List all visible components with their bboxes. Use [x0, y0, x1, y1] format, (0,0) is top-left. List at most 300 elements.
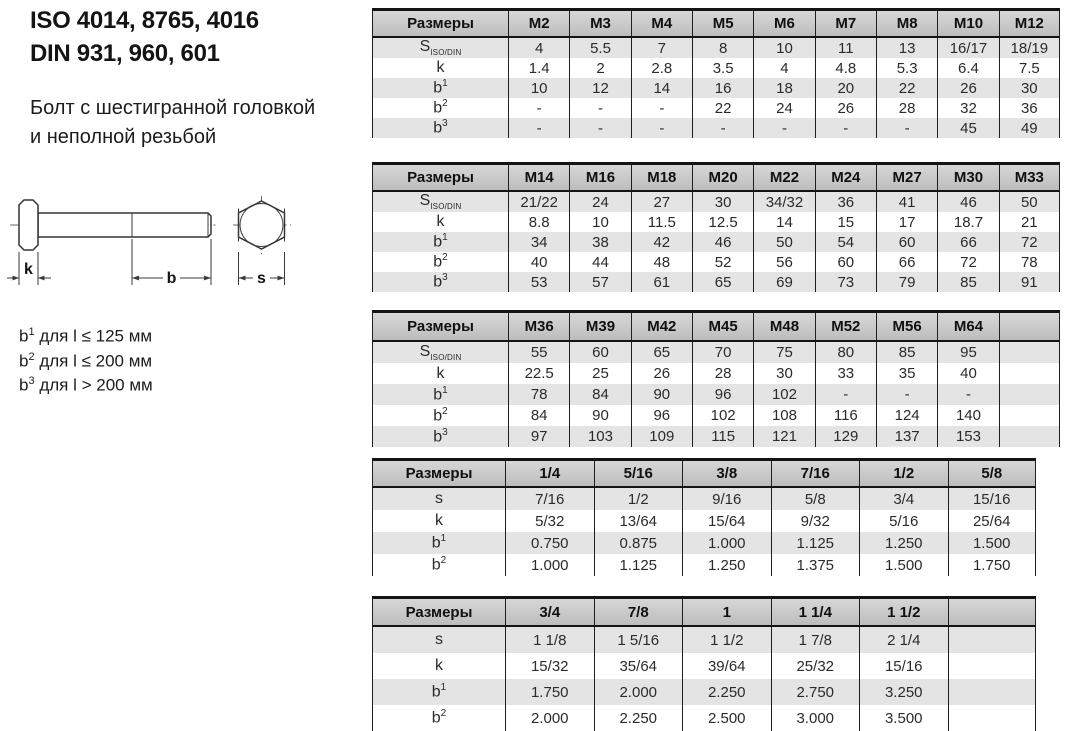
cell: 7.5 — [999, 58, 1060, 78]
cell: - — [631, 98, 692, 118]
thread-length-notes — [19, 322, 153, 396]
cell: 60 — [815, 252, 876, 272]
cell: 8.8 — [508, 212, 569, 232]
cell: 1 5/16 — [594, 627, 683, 653]
cell: 36 — [815, 192, 876, 212]
cell — [948, 679, 1037, 705]
cell: 25/32 — [771, 653, 860, 679]
table-metric-m14-m33 — [372, 162, 1060, 292]
column-header: M2 — [508, 11, 569, 38]
cell: 5/8 — [771, 488, 860, 510]
header-row — [372, 11, 1060, 38]
cell: 7 — [631, 38, 692, 58]
cell: 103 — [569, 426, 630, 447]
cell: 61 — [631, 272, 692, 292]
cell: 1.250 — [859, 532, 948, 554]
cell: 85 — [876, 342, 937, 363]
cell: 17 — [876, 212, 937, 232]
column-header: 7/16 — [771, 461, 860, 488]
cell: 78 — [999, 252, 1060, 272]
left-panel — [0, 0, 372, 720]
bolt-technical-drawing — [4, 195, 356, 300]
cell: 30 — [692, 192, 753, 212]
cell: 5.3 — [876, 58, 937, 78]
cell: 69 — [753, 272, 814, 292]
row-label: $b^1$ — [372, 78, 508, 98]
cell: 2.750 — [771, 679, 860, 705]
row-label: k — [372, 212, 508, 232]
cell: 49 — [999, 118, 1060, 138]
cell: - — [508, 118, 569, 138]
table-corner-header: Размеры — [372, 165, 508, 192]
cell: 46 — [937, 192, 998, 212]
table-row — [372, 78, 1060, 98]
cell: 45 — [937, 118, 998, 138]
cell: 50 — [753, 232, 814, 252]
column-header: M6 — [753, 11, 814, 38]
cell: 48 — [631, 252, 692, 272]
column-header: M39 — [569, 313, 630, 342]
cell: 16 — [692, 78, 753, 98]
cell: 1.750 — [948, 554, 1037, 576]
cell: 50 — [999, 192, 1060, 212]
row-label: k — [372, 510, 505, 532]
cell: 65 — [631, 342, 692, 363]
cell: 1 7/8 — [771, 627, 860, 653]
column-header: M16 — [569, 165, 630, 192]
cell: 1.000 — [682, 532, 771, 554]
cell: 10 — [508, 78, 569, 98]
cell: 12 — [569, 78, 630, 98]
cell: 91 — [999, 272, 1060, 292]
cell: 102 — [692, 405, 753, 426]
standards-title — [30, 4, 259, 70]
cell — [999, 405, 1060, 426]
table-corner-header: Размеры — [372, 11, 508, 38]
cell: - — [876, 118, 937, 138]
row-label: $b^2$ — [372, 554, 505, 576]
cell: 44 — [569, 252, 630, 272]
cell: 1.750 — [505, 679, 594, 705]
cell: 16/17 — [937, 38, 998, 58]
cell — [948, 653, 1037, 679]
cell: 11 — [815, 38, 876, 58]
cell: 15/16 — [948, 488, 1037, 510]
cell — [948, 627, 1037, 653]
cell: 1.125 — [771, 532, 860, 554]
cell: 84 — [569, 384, 630, 405]
cell: 57 — [569, 272, 630, 292]
cell: 60 — [569, 342, 630, 363]
table-metric-m2-m12 — [372, 8, 1060, 138]
cell: 18 — [753, 78, 814, 98]
product-description-line2: и неполной резьбой — [30, 126, 217, 148]
column-header: M64 — [937, 313, 998, 342]
table-corner-header: Размеры — [372, 599, 505, 627]
cell: 8 — [692, 38, 753, 58]
cell: 15/16 — [859, 653, 948, 679]
cell: 2.250 — [594, 705, 683, 731]
cell: 108 — [753, 405, 814, 426]
row-label: k — [372, 58, 508, 78]
table-row — [372, 627, 1036, 653]
column-header: M30 — [937, 165, 998, 192]
dimension-label-k: k — [24, 261, 33, 278]
standard-title-din: DIN 931, 960, 601 — [30, 40, 220, 67]
cell: 70 — [692, 342, 753, 363]
cell: 2 — [569, 58, 630, 78]
cell: 5.5 — [569, 38, 630, 58]
cell: 15 — [815, 212, 876, 232]
table-row — [372, 98, 1060, 118]
cell: - — [692, 118, 753, 138]
table-row — [372, 532, 1036, 554]
row-label: $b^3$ — [372, 426, 508, 447]
cell — [948, 705, 1037, 731]
column-header: 3/4 — [505, 599, 594, 627]
row-label: $b^3$ — [372, 118, 508, 138]
table-row — [372, 212, 1060, 232]
tables-column — [372, 8, 1067, 731]
table-row — [372, 192, 1060, 212]
cell: 53 — [508, 272, 569, 292]
cell: - — [937, 384, 998, 405]
cell: 27 — [631, 192, 692, 212]
cell: 39/64 — [682, 653, 771, 679]
cell: - — [508, 98, 569, 118]
cell: 12.5 — [692, 212, 753, 232]
column-header: M12 — [999, 11, 1060, 38]
cell: - — [569, 118, 630, 138]
cell: 9/32 — [771, 510, 860, 532]
column-header: M4 — [631, 11, 692, 38]
cell: 46 — [692, 232, 753, 252]
cell: 13 — [876, 38, 937, 58]
cell: 124 — [876, 405, 937, 426]
column-header: M36 — [508, 313, 569, 342]
cell: 129 — [815, 426, 876, 447]
cell: - — [631, 118, 692, 138]
standard-title-iso: ISO 4014, 8765, 4016 — [30, 7, 259, 34]
table-row — [372, 679, 1036, 705]
cell: 79 — [876, 272, 937, 292]
cell: 35 — [876, 363, 937, 384]
table-inch-quarter-to-fiveeighths — [372, 458, 1036, 576]
table-row — [372, 38, 1060, 58]
cell: 72 — [999, 232, 1060, 252]
row-label: $b^2$ — [372, 405, 508, 426]
cell: 97 — [508, 426, 569, 447]
row-label: $b^3$ — [372, 272, 508, 292]
dimension-k — [7, 252, 51, 285]
row-label: s — [372, 627, 505, 653]
cell: 22 — [876, 78, 937, 98]
header-row — [372, 461, 1036, 488]
column-header: M14 — [508, 165, 569, 192]
column-header: M33 — [999, 165, 1060, 192]
cell: 2.500 — [682, 705, 771, 731]
cell: 4 — [508, 38, 569, 58]
row-label: k — [372, 653, 505, 679]
cell: - — [815, 118, 876, 138]
cell: 73 — [815, 272, 876, 292]
cell: 1.500 — [948, 532, 1037, 554]
cell: 102 — [753, 384, 814, 405]
column-header: M20 — [692, 165, 753, 192]
row-label: $S_{ISO/DIN}$ — [372, 192, 508, 212]
table-row — [372, 705, 1036, 731]
cell: 3.250 — [859, 679, 948, 705]
cell: 13/64 — [594, 510, 683, 532]
cell: 55 — [508, 342, 569, 363]
cell — [999, 363, 1060, 384]
table-inch-threequarters-to-oneandhalf — [372, 596, 1036, 731]
cell: 1.500 — [859, 554, 948, 576]
product-description-line1: Болт с шестигранной головкой — [30, 97, 316, 119]
column-header: 5/16 — [594, 461, 683, 488]
row-label: $b^2$ — [372, 252, 508, 272]
header-row — [372, 313, 1060, 342]
cell: 26 — [631, 363, 692, 384]
bolt-side-view — [10, 200, 219, 250]
column-header: 1 — [682, 599, 771, 627]
dimension-label-s: s — [257, 270, 266, 287]
note-item: $b^2$ для l ≤ 200 мм — [19, 350, 153, 371]
table-corner-header: Размеры — [372, 461, 505, 488]
row-label: $b^1$ — [372, 532, 505, 554]
row-label: $b^1$ — [372, 232, 508, 252]
cell: 15/32 — [505, 653, 594, 679]
cell: 25 — [569, 363, 630, 384]
cell: 66 — [876, 252, 937, 272]
cell: 1.250 — [682, 554, 771, 576]
cell: 33 — [815, 363, 876, 384]
header-row — [372, 165, 1060, 192]
cell: 1.125 — [594, 554, 683, 576]
cell: 3/4 — [859, 488, 948, 510]
column-header — [999, 313, 1060, 342]
cell: 90 — [569, 405, 630, 426]
cell: 34/32 — [753, 192, 814, 212]
table-row — [372, 554, 1036, 576]
cell: 7/16 — [505, 488, 594, 510]
table-row — [372, 510, 1036, 532]
column-header: M7 — [815, 11, 876, 38]
column-header: M42 — [631, 313, 692, 342]
cell: 75 — [753, 342, 814, 363]
cell: 1 1/2 — [682, 627, 771, 653]
cell: 28 — [876, 98, 937, 118]
cell: 15/64 — [682, 510, 771, 532]
cell: 1 1/8 — [505, 627, 594, 653]
row-label: $b^1$ — [372, 384, 508, 405]
cell: 41 — [876, 192, 937, 212]
cell: 21 — [999, 212, 1060, 232]
cell: 5/16 — [859, 510, 948, 532]
cell: 96 — [631, 405, 692, 426]
table-row — [372, 488, 1036, 510]
cell: 4 — [753, 58, 814, 78]
cell: 2.8 — [631, 58, 692, 78]
table-corner-header: Размеры — [372, 313, 508, 342]
row-label: $S_{ISO/DIN}$ — [372, 38, 508, 58]
table-row — [372, 405, 1060, 426]
cell: 95 — [937, 342, 998, 363]
cell: 2.000 — [505, 705, 594, 731]
dimension-label-b: b — [166, 270, 177, 287]
table-row — [372, 232, 1060, 252]
cell: 5/32 — [505, 510, 594, 532]
row-label: $b^2$ — [372, 705, 505, 731]
cell — [999, 342, 1060, 363]
cell: 14 — [631, 78, 692, 98]
cell: 14 — [753, 212, 814, 232]
cell: 56 — [753, 252, 814, 272]
product-description — [30, 94, 315, 152]
cell: 66 — [937, 232, 998, 252]
cell: 2.000 — [594, 679, 683, 705]
row-label: s — [372, 488, 505, 510]
cell: 24 — [753, 98, 814, 118]
cell: 137 — [876, 426, 937, 447]
column-header: 5/8 — [948, 461, 1037, 488]
table-row — [372, 272, 1060, 292]
cell: 72 — [937, 252, 998, 272]
row-label: $b^2$ — [372, 98, 508, 118]
cell: 25/64 — [948, 510, 1037, 532]
cell: 38 — [569, 232, 630, 252]
cell: 90 — [631, 384, 692, 405]
column-header: M52 — [815, 313, 876, 342]
cell: 22.5 — [508, 363, 569, 384]
column-header: M8 — [876, 11, 937, 38]
cell: 2 1/4 — [859, 627, 948, 653]
cell: 116 — [815, 405, 876, 426]
column-header — [948, 599, 1037, 627]
cell: 115 — [692, 426, 753, 447]
cell: 140 — [937, 405, 998, 426]
column-header: 1/4 — [505, 461, 594, 488]
cell: 32 — [937, 98, 998, 118]
table-row — [372, 58, 1060, 78]
cell: 109 — [631, 426, 692, 447]
cell: 34 — [508, 232, 569, 252]
column-header: M5 — [692, 11, 753, 38]
cell: 10 — [753, 38, 814, 58]
cell: 9/16 — [682, 488, 771, 510]
column-header: M22 — [753, 165, 814, 192]
cell: 4.8 — [815, 58, 876, 78]
column-header: M56 — [876, 313, 937, 342]
cell: - — [753, 118, 814, 138]
table-row — [372, 342, 1060, 363]
cell: 36 — [999, 98, 1060, 118]
table-row — [372, 252, 1060, 272]
note-item: $b^1$ для l ≤ 125 мм — [19, 326, 153, 346]
cell: 65 — [692, 272, 753, 292]
cell: 18.7 — [937, 212, 998, 232]
cell: 2.250 — [682, 679, 771, 705]
column-header: 1 1/4 — [771, 599, 860, 627]
cell: 26 — [937, 78, 998, 98]
cell: 40 — [937, 363, 998, 384]
table-row — [372, 426, 1060, 447]
dimension-b — [132, 239, 211, 287]
cell: 26 — [815, 98, 876, 118]
cell: 3.500 — [859, 705, 948, 731]
cell: 84 — [508, 405, 569, 426]
cell: 0.750 — [505, 532, 594, 554]
column-header: M3 — [569, 11, 630, 38]
cell: 3.5 — [692, 58, 753, 78]
cell: 1.4 — [508, 58, 569, 78]
cell: 1/2 — [594, 488, 683, 510]
cell: 11.5 — [631, 212, 692, 232]
cell: 28 — [692, 363, 753, 384]
cell: 85 — [937, 272, 998, 292]
note-item: $b^3$ для l > 200 мм — [19, 375, 153, 395]
cell: 60 — [876, 232, 937, 252]
cell: 153 — [937, 426, 998, 447]
cell — [999, 426, 1060, 447]
cell: 35/64 — [594, 653, 683, 679]
cell: 52 — [692, 252, 753, 272]
column-header: M48 — [753, 313, 814, 342]
cell: 80 — [815, 342, 876, 363]
cell: 6.4 — [937, 58, 998, 78]
table-row — [372, 653, 1036, 679]
row-label: $S_{ISO/DIN}$ — [372, 342, 508, 363]
bolt-hex-view — [233, 196, 291, 254]
cell: 1.000 — [505, 554, 594, 576]
cell: 18/19 — [999, 38, 1060, 58]
cell: 0.875 — [594, 532, 683, 554]
header-row — [372, 599, 1036, 627]
cell: 10 — [569, 212, 630, 232]
cell: 121 — [753, 426, 814, 447]
cell: - — [815, 384, 876, 405]
cell: 21/22 — [508, 192, 569, 212]
column-header: M18 — [631, 165, 692, 192]
cell: 20 — [815, 78, 876, 98]
cell: 54 — [815, 232, 876, 252]
table-row — [372, 118, 1060, 138]
cell: 30 — [753, 363, 814, 384]
cell: 3.000 — [771, 705, 860, 731]
column-header: M24 — [815, 165, 876, 192]
cell: 78 — [508, 384, 569, 405]
column-header: 1 1/2 — [859, 599, 948, 627]
column-header: 3/8 — [682, 461, 771, 488]
row-label: k — [372, 363, 508, 384]
table-row — [372, 363, 1060, 384]
cell — [999, 384, 1060, 405]
cell: - — [569, 98, 630, 118]
cell: 1.375 — [771, 554, 860, 576]
cell: 42 — [631, 232, 692, 252]
column-header: 1/2 — [859, 461, 948, 488]
column-header: 7/8 — [594, 599, 683, 627]
table-row — [372, 384, 1060, 405]
cell: - — [876, 384, 937, 405]
column-header: M10 — [937, 11, 998, 38]
column-header: M27 — [876, 165, 937, 192]
cell: 40 — [508, 252, 569, 272]
row-label: $b^1$ — [372, 679, 505, 705]
dimension-s — [239, 252, 285, 287]
cell: 22 — [692, 98, 753, 118]
table-metric-m36-m64 — [372, 310, 1060, 447]
